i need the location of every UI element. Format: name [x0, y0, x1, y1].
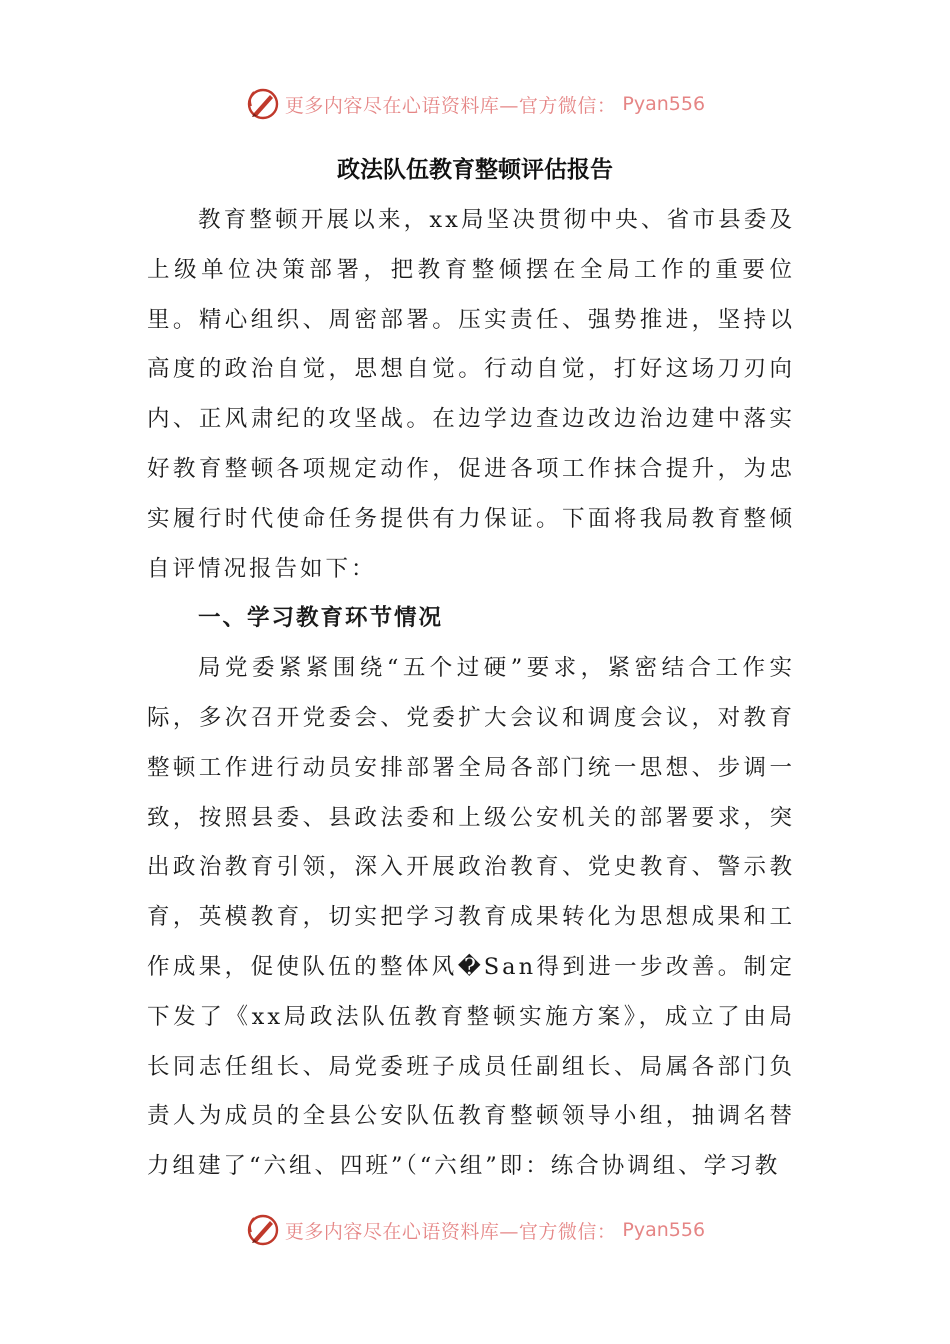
watermark-wechat-id: Pyan556 [622, 93, 706, 115]
document-body [147, 196, 795, 1192]
footer-watermark [0, 1208, 950, 1252]
pen-logo-icon [245, 86, 281, 122]
intro-paragraph: 教育整顿开展以来，xx局坚决贯彻中央、省市县委及上级单位决策部署，把教育整倾摆在全局工作的重要位里。精心组织、周密部署。压实责任、强势推进，坚持以高度的政治自觉，思想自觉。行动自觉，打好这场刀刃向内、正风肃纪的攻坚战。在边学边查边改边治边建中落实好教育整顿各项规定动作，促进各项工作抹合提升，为忠实履行时代使命任务提供有力保证。下面将我局教育整倾自评情况报告如下： [147, 207, 795, 582]
section-heading-1: 一、学习教育环节情况 [198, 605, 444, 632]
watermark-text: 更多内容尽在心语资料库—官方微信： [284, 1220, 617, 1243]
pen-logo-icon [245, 1212, 281, 1248]
watermark-wechat-id: Pyan556 [622, 1219, 706, 1241]
section-1-paragraph: 局党委紧紧围绕“五个过硬”要求，紧密结合工作实际，多次召开党委会、党委扩大会议和调度会议，对教育整顿工作进行动员安排部署全局各部门统一思想、步调一致，按照县委、县政法委和上级公安机关的部署要求，突出政治教育引领，深入开展政治教育、党史教育、警示教育，英模教育，切实把学习教育成果转化为思想成果和工作成果，促使队伍的整体风�San得到进一步改善。制定下发了《xx局政法队伍教育整顿实施方案》，成立了由局长同志任组长、局党委班子成员任副组长、局属各部门负责人为成员的全县公安队伍教育整顿领导小组，抽调名替力组建了“六组、四班”（“六组”即：练合协调组、学习教 [147, 655, 795, 1180]
watermark-text: 更多内容尽在心语资料库—官方微信： [284, 94, 617, 117]
header-watermark [0, 82, 950, 126]
document-title: 政法队伍教育整顿评估报告 [337, 157, 613, 183]
